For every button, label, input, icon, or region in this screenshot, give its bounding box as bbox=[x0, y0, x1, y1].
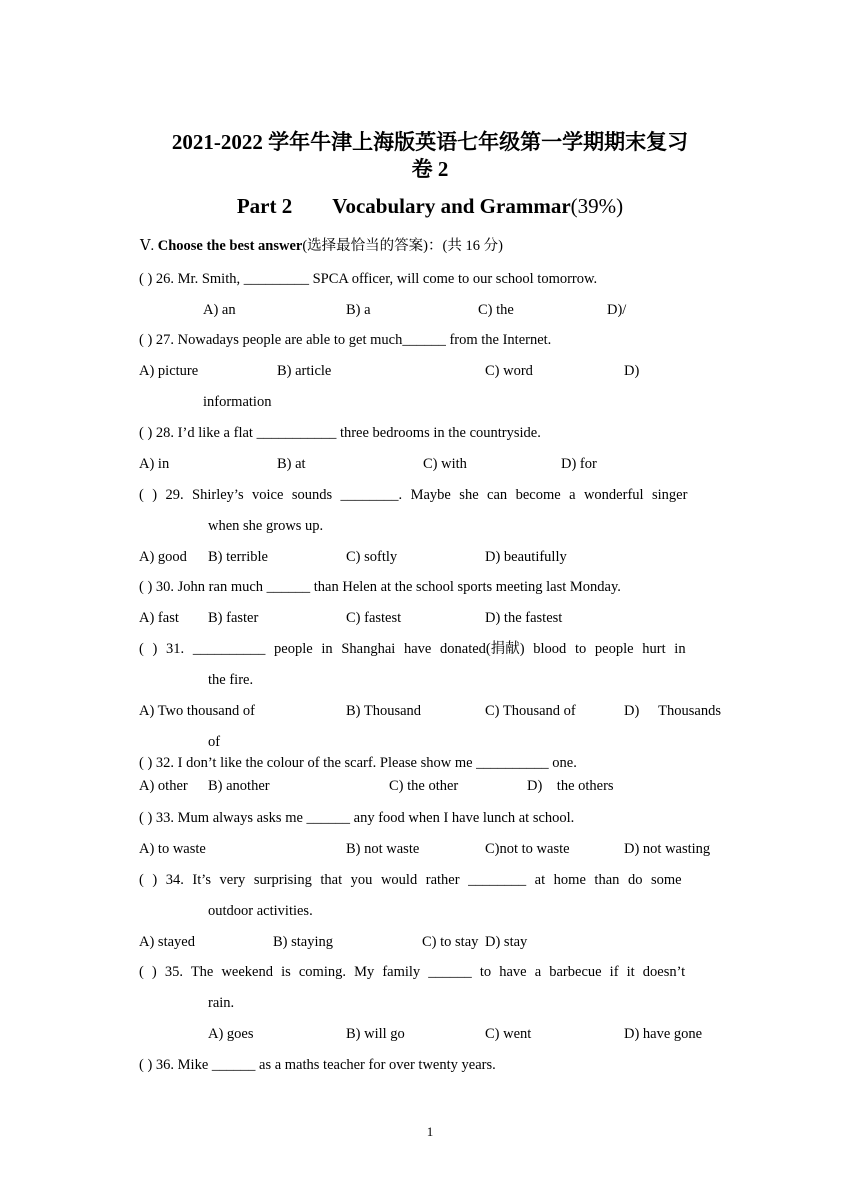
question-31-stem-continued: the fire. bbox=[208, 672, 254, 688]
question-32-option-d: D) the others bbox=[527, 778, 614, 794]
question-34-option-d: D) stay bbox=[485, 934, 528, 950]
question-34-stem-continued: outdoor activities. bbox=[208, 903, 313, 919]
question-27-option-c: C) word bbox=[485, 363, 533, 379]
page-number: 1 bbox=[426, 1124, 434, 1139]
question-31-option-d-continued: of bbox=[208, 734, 221, 750]
document-title-line1: 2021-2022 学年牛津上海版英语七年级第一学期期末复习 bbox=[171, 130, 689, 154]
question-31-option-b: B) Thousand bbox=[346, 703, 422, 719]
question-34-stem: ( ) 34. It’s very surprising that you would rather ________ at home than do some bbox=[139, 872, 682, 888]
question-29-option-c: C) softly bbox=[346, 549, 398, 565]
question-35-option-d: D) have gone bbox=[624, 1026, 703, 1042]
question-26-option-b: B) a bbox=[346, 302, 371, 318]
question-33-stem: ( ) 33. Mum always asks me ______ any food when I have lunch at school. bbox=[139, 810, 575, 826]
question-26-option-c: C) the bbox=[478, 302, 514, 318]
question-36-stem: ( ) 36. Mike ______ as a maths teacher for over twenty years. bbox=[139, 1057, 496, 1073]
question-34-option-b: B) staying bbox=[273, 934, 334, 950]
question-27-stem: ( ) 27. Nowadays people are able to get much______ from the Internet. bbox=[139, 332, 552, 348]
question-28-option-a: A) in bbox=[139, 456, 170, 472]
question-32-option-b: B) another bbox=[208, 778, 270, 794]
question-26-stem: ( ) 26. Mr. Smith, _________ SPCA officer, will come to our school tomorrow. bbox=[139, 271, 598, 287]
question-30-option-d: D) the fastest bbox=[485, 610, 563, 626]
question-30-option-a: A) fast bbox=[139, 610, 179, 626]
question-29-option-b: B) terrible bbox=[208, 549, 268, 565]
question-28-option-b: B) at bbox=[277, 456, 306, 472]
document-title-line2: 卷 2 bbox=[411, 157, 449, 181]
question-33-option-a: A) to waste bbox=[139, 841, 206, 857]
question-27-option-b: B) article bbox=[277, 363, 332, 379]
part-percent: (39%) bbox=[570, 194, 624, 218]
question-31-stem: ( ) 31. __________ people in Shanghai have donated(捐献) blood to people hurt in bbox=[139, 641, 686, 657]
question-27-option-a: A) picture bbox=[139, 363, 199, 379]
question-35-stem: ( ) 35. The weekend is coming. My family ______ to have a barbecue if it doesn’t bbox=[139, 964, 686, 980]
question-30-stem: ( ) 30. John ran much ______ than Helen at the school sports meeting last Monday. bbox=[139, 579, 621, 595]
part-name: Vocabulary and Grammar bbox=[332, 194, 571, 218]
part-label: Part 2 bbox=[236, 194, 293, 218]
question-34-option-c: C) to stay bbox=[422, 934, 479, 950]
question-33-option-b: B) not waste bbox=[346, 841, 420, 857]
question-31-option-d: D) Thousands bbox=[624, 703, 721, 719]
question-27-option-d-continued: information bbox=[203, 394, 272, 410]
question-35-option-c: C) went bbox=[485, 1026, 532, 1042]
question-29-stem-continued: when she grows up. bbox=[208, 518, 324, 534]
question-33-option-d: D) not wasting bbox=[624, 841, 711, 857]
question-28-stem: ( ) 28. I’d like a flat ___________ three bedrooms in the countryside. bbox=[139, 425, 541, 441]
question-27-option-d: D) bbox=[624, 363, 640, 379]
question-33-option-c: C)not to waste bbox=[485, 841, 570, 857]
section-numeral: Ⅴ. bbox=[140, 238, 155, 254]
section-heading bbox=[140, 237, 503, 255]
question-32-option-c: C) the other bbox=[389, 778, 459, 794]
question-31-option-a: A) Two thousand of bbox=[139, 703, 255, 719]
question-26-option-d: D)/ bbox=[607, 302, 627, 318]
question-35-option-a: A) goes bbox=[208, 1026, 254, 1042]
question-30-option-c: C) fastest bbox=[346, 610, 402, 626]
question-26-option-a: A) an bbox=[203, 302, 236, 318]
question-28-option-c: C) with bbox=[423, 456, 467, 472]
question-29-option-a: A) good bbox=[139, 549, 187, 565]
question-28-option-d: D) for bbox=[561, 456, 597, 472]
question-29-option-d: D) beautifully bbox=[485, 549, 567, 565]
question-35-stem-continued: rain. bbox=[208, 995, 235, 1011]
question-29-stem: ( ) 29. Shirley’s voice sounds ________. Maybe she can become a wonderful singer bbox=[139, 487, 688, 503]
section-note: (选择最恰当的答案)：(共 16 分) bbox=[302, 238, 503, 254]
question-32-option-a: A) other bbox=[139, 778, 188, 794]
question-32-stem: ( ) 32. I don’t like the colour of the scarf. Please show me __________ one. bbox=[139, 755, 577, 771]
question-31-option-c: C) Thousand of bbox=[485, 703, 576, 719]
section-label: Choose the best answer bbox=[157, 238, 303, 254]
question-35-option-b: B) will go bbox=[346, 1026, 405, 1042]
part-heading bbox=[0, 193, 860, 219]
question-30-option-b: B) faster bbox=[208, 610, 259, 626]
question-34-option-a: A) stayed bbox=[139, 934, 195, 950]
